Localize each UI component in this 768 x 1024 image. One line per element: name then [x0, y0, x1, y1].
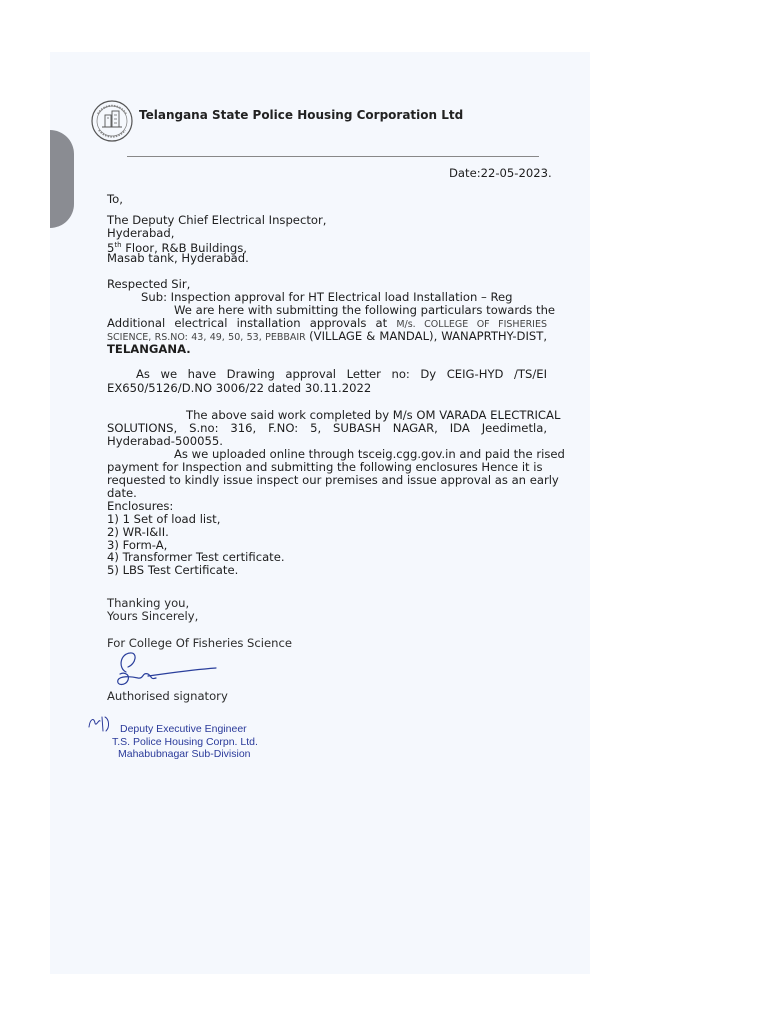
stamp-line: T.S. Police Housing Corpn. Ltd.: [112, 736, 258, 748]
paragraph-line: The above said work completed by M/s OM VARADA ELECTRICAL: [186, 408, 561, 422]
paragraph-line: EX650/5126/D.NO 3006/22 dated 30.11.2022: [107, 381, 372, 395]
address-line: Hyderabad,: [107, 226, 175, 240]
for-organization: For College Of Fisheries Science: [107, 636, 292, 650]
letter-date: Date:22-05-2023.: [449, 166, 552, 180]
scan-shadow: [50, 130, 74, 228]
paragraph-line: As we uploaded online through tsceig.cgg.gov.in and paid the rised: [174, 447, 565, 461]
to-line: To,: [107, 192, 123, 206]
salutation: Respected Sir,: [107, 277, 191, 291]
enclosures-heading: Enclosures:: [107, 499, 174, 513]
paragraph-line: requested to kindly issue inspect our premises and issue approval as an early: [107, 473, 559, 487]
paragraph-line: As we have Drawing approval Letter no: Dy CEIG-HYD /TS/EI: [136, 367, 547, 381]
header-divider: [127, 156, 539, 157]
police-housing-logo-icon: [90, 94, 134, 148]
stamp-line: Mahabubnagar Sub-Division: [118, 748, 251, 760]
paragraph-line: date.: [107, 486, 137, 500]
subject-line: Sub: Inspection approval for HT Electrical load Installation – Reg: [141, 290, 513, 304]
initials-mark-icon: [86, 713, 120, 733]
thanking-line: Thanking you,: [107, 596, 190, 610]
stamp-line: Deputy Executive Engineer: [120, 723, 247, 735]
address-line: The Deputy Chief Electrical Inspector,: [107, 213, 327, 227]
paragraph-line: TELANGANA.: [107, 342, 191, 356]
enclosure-item: 3) Form-A,: [107, 538, 168, 552]
address-line: 5th Floor, R&B Buildings,: [107, 240, 247, 255]
organization-title: Telangana State Police Housing Corporation Ltd: [139, 108, 464, 122]
authorised-signatory: Authorised signatory: [107, 689, 228, 703]
enclosure-item: 2) WR-I&II.: [107, 525, 169, 539]
enclosure-item: 1) 1 Set of load list,: [107, 512, 221, 526]
address-line: Masab tank, Hyderabad.: [107, 251, 249, 265]
paragraph-line: Additional electrical installation approvals at M/s. COLLEGE OF FISHERIES: [107, 316, 548, 330]
yours-sincerely: Yours Sincerely,: [107, 609, 199, 623]
paragraph-line: We are here with submitting the following particulars towards the: [174, 303, 556, 317]
paragraph-line: payment for Inspection and submitting the following enclosures Hence it is: [107, 460, 543, 474]
paragraph-line: Hyderabad-500055.: [107, 434, 223, 448]
enclosure-item: 4) Transformer Test certificate.: [107, 550, 285, 564]
paragraph-line: SCIENCE, RS.NO: 43, 49, 50, 53, PEBBAIR (VILLAGE & MANDAL), WANAPRTHY-DIST,: [107, 329, 548, 343]
paragraph-line: SOLUTIONS, S.no: 316, F.NO: 5, SUBASH NAGAR, IDA Jeedimetla,: [107, 421, 547, 435]
signature-icon: [108, 650, 223, 692]
enclosure-item: 5) LBS Test Certificate.: [107, 563, 239, 577]
